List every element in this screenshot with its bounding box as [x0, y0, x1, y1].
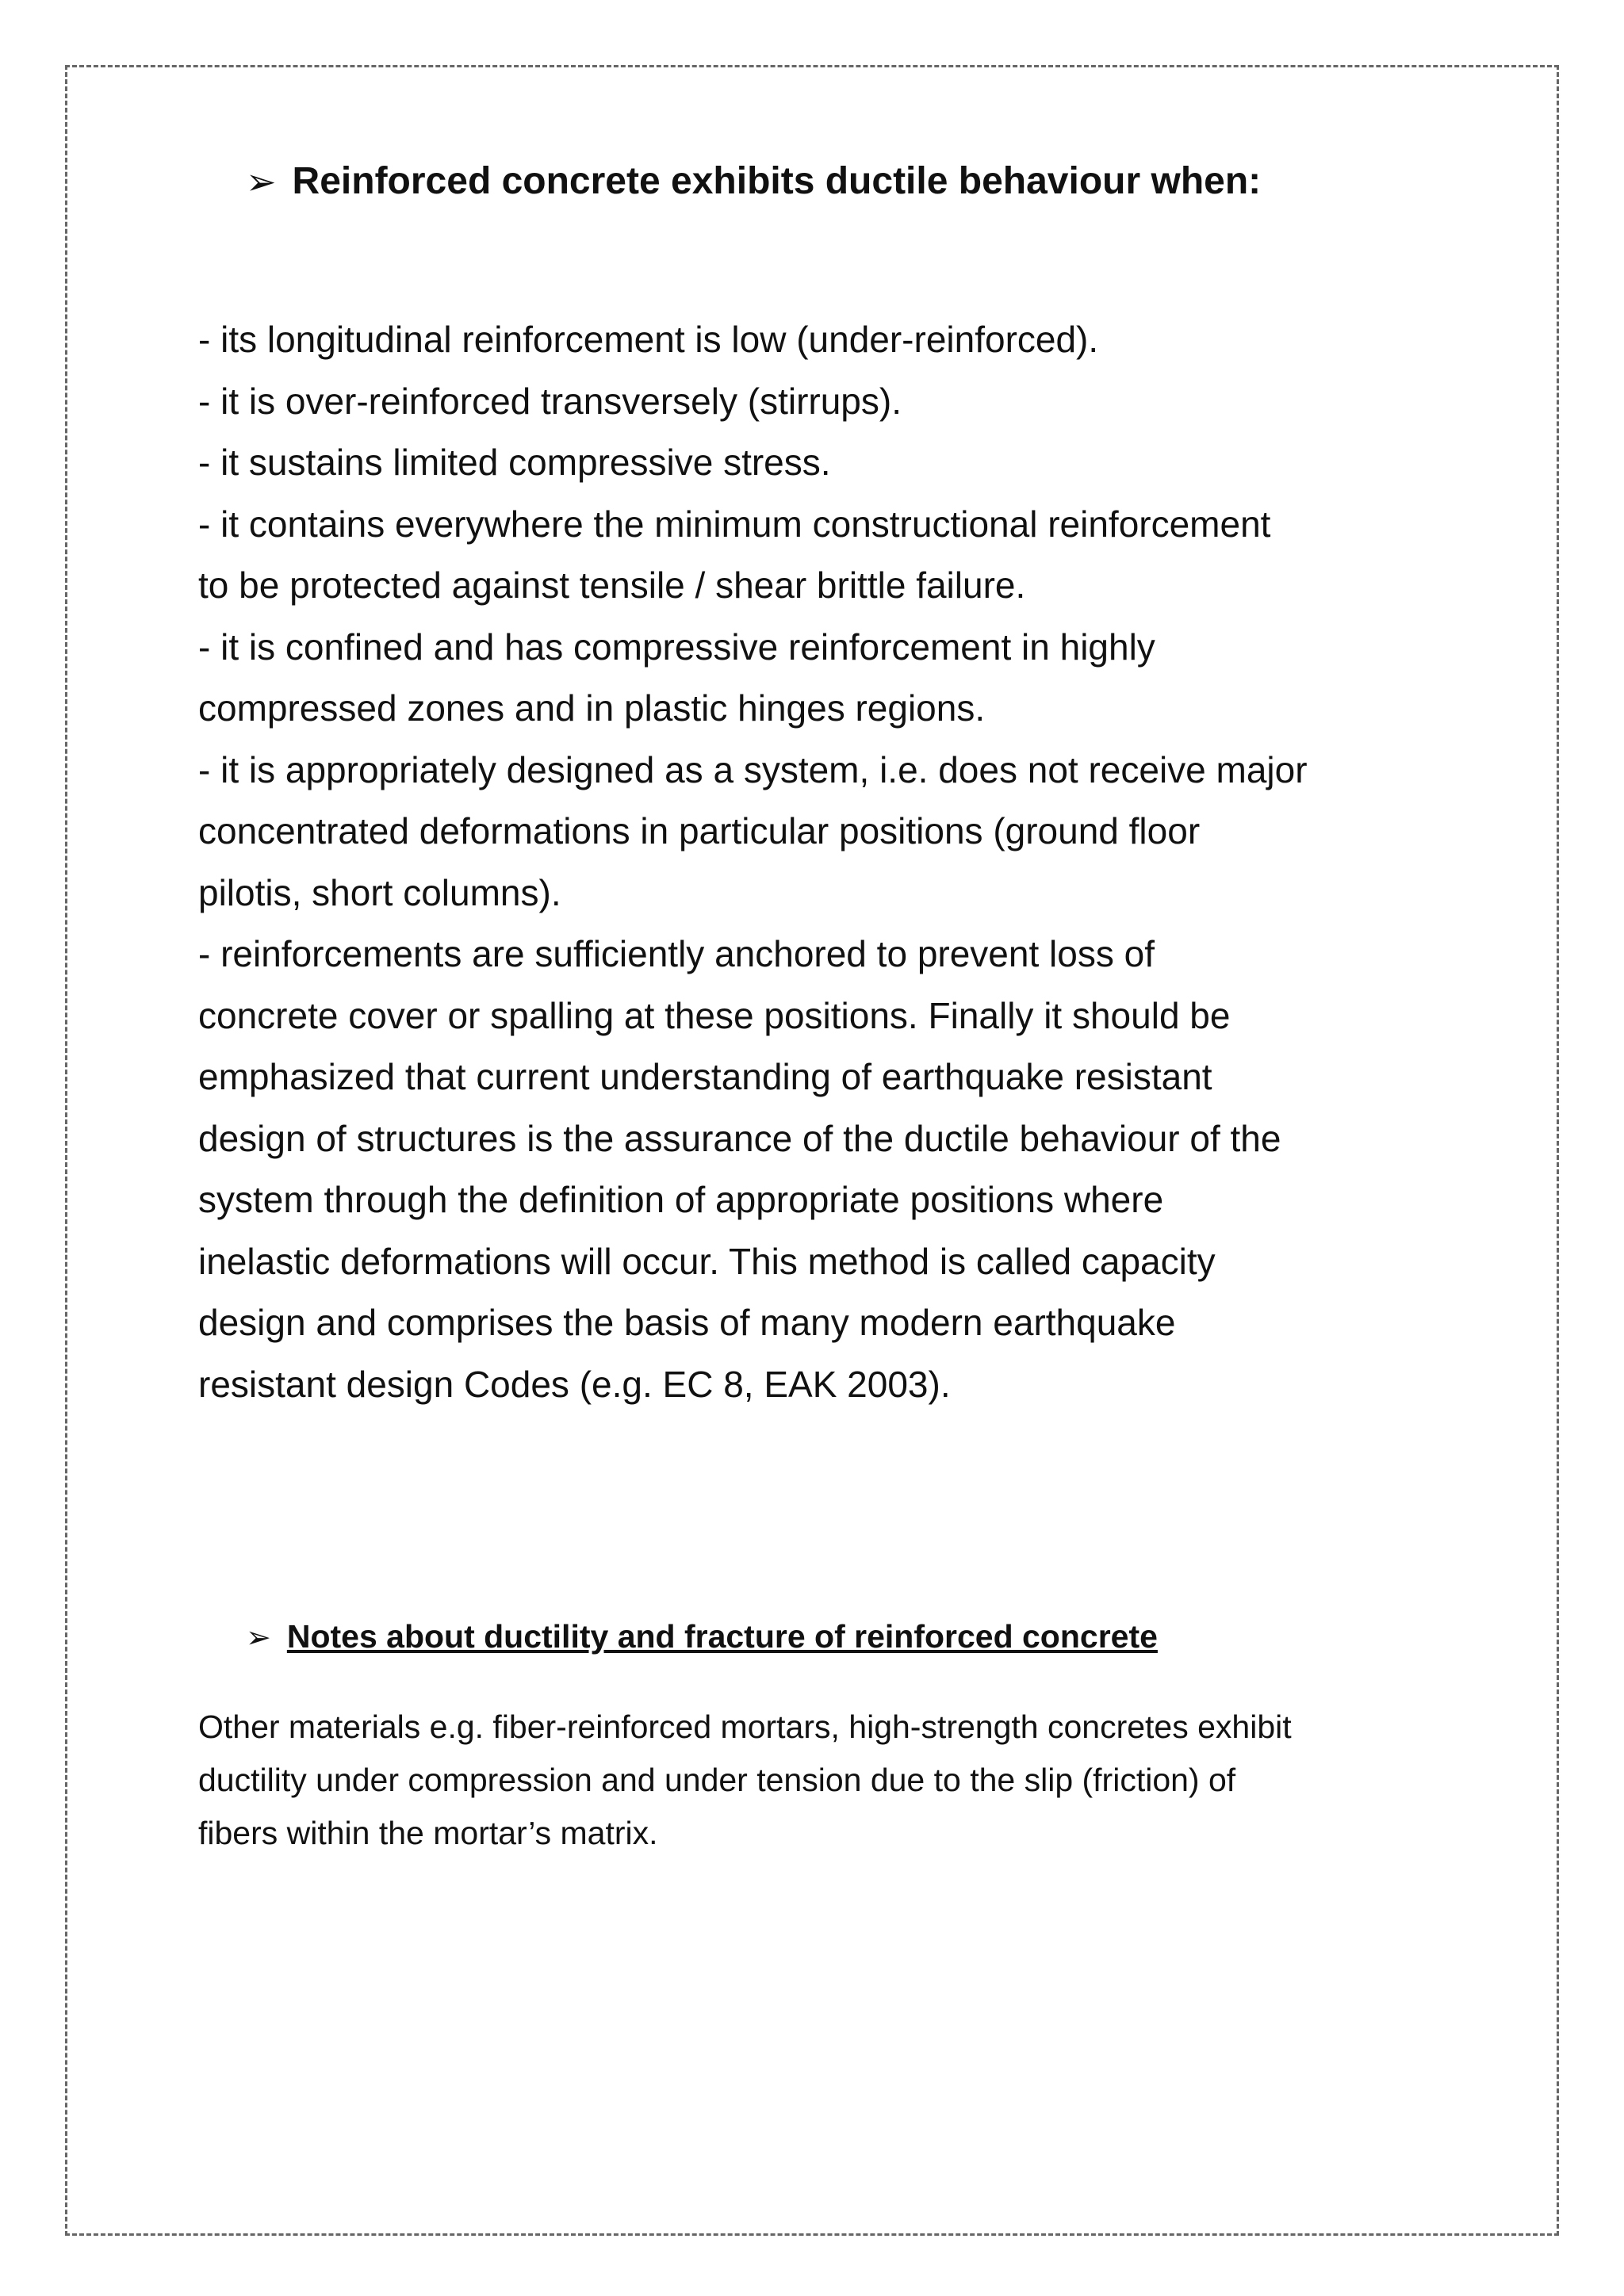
section-heading: Reinforced concrete exhibits ductile behaviour when: [292, 160, 1262, 202]
text-line: resistant design Codes (e.g. EC 8, EAK 2003). [198, 1363, 951, 1405]
text-line: design and comprises the basis of many modern earthquake [198, 1302, 1176, 1343]
text-line: ductility under compression and under tension due to the slip (friction) of [198, 1762, 1236, 1798]
arrow-bullet-icon: ➢ [246, 159, 277, 203]
ductility-conditions-text [198, 309, 1451, 1415]
text-line: to be protected against tensile / shear brittle failure. [198, 564, 1026, 606]
text-line: - it is over-reinforced transversely (stirrups). [198, 380, 902, 422]
section-heading-row [246, 159, 1261, 205]
text-line: - reinforcements are sufficiently anchored to prevent loss of [198, 933, 1155, 974]
notes-heading: Notes about ductility and fracture of reinforced concrete [286, 1618, 1158, 1655]
text-line: - it is confined and has compressive reinforcement in highly [198, 626, 1155, 668]
text-line: - it sustains limited compressive stress. [198, 442, 831, 483]
notes-heading-row [246, 1617, 1158, 1656]
text-line: system through the definition of appropriate positions where [198, 1179, 1164, 1220]
text-line: compressed zones and in plastic hinges regions. [198, 687, 986, 729]
text-line: Other materials e.g. fiber-reinforced mortars, high-strength concretes exhibit [198, 1709, 1292, 1745]
text-line: design of structures is the assurance of the ductile behaviour of the [198, 1117, 1281, 1159]
text-line: inelastic deformations will occur. This method is called capacity [198, 1240, 1216, 1282]
text-line: pilotis, short columns). [198, 871, 561, 913]
text-line: - its longitudinal reinforcement is low (under-reinforced). [198, 319, 1099, 360]
text-line: - it contains everywhere the minimum constructional reinforcement [198, 503, 1271, 545]
notes-paragraph [198, 1701, 1451, 1860]
text-line: fibers within the mortar’s matrix. [198, 1815, 658, 1851]
text-line: concrete cover or spalling at these positions. Finally it should be [198, 994, 1231, 1036]
text-line: emphasized that current understanding of earthquake resistant [198, 1056, 1212, 1097]
text-line: concentrated deformations in particular positions (ground floor [198, 810, 1201, 851]
arrow-bullet-icon: ➢ [246, 1619, 271, 1655]
text-line: - it is appropriately designed as a system, i.e. does not receive major [198, 748, 1308, 790]
